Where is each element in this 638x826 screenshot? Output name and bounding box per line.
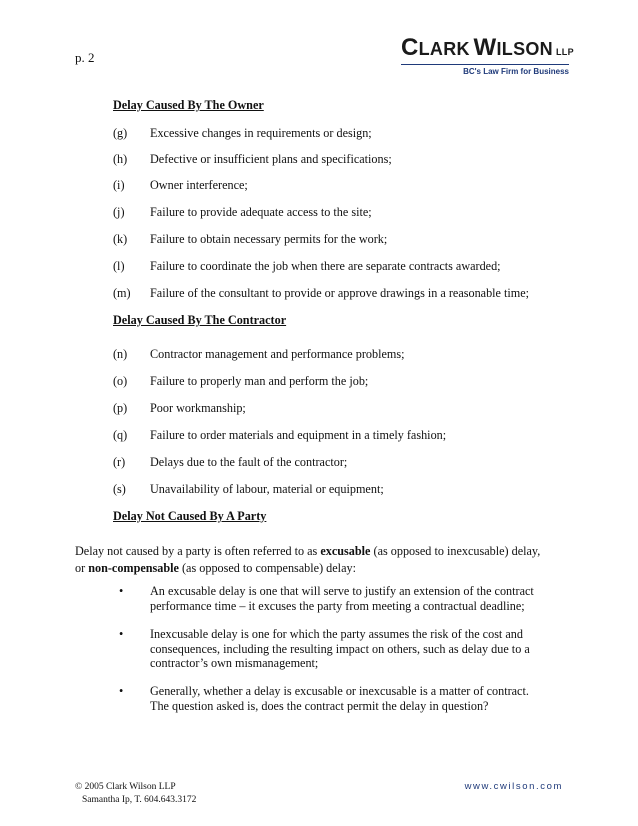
item-text: Unavailability of labour, material or equipment; [150,482,384,496]
footer-contact: Samantha Ip, T. 604.643.3172 [82,795,197,805]
bullet-text: An excusable delay is one that will serve to justify an extension of the contract performance time – it excuses the party from meeting a contractual deadline; [150,584,534,613]
bullet-icon: • [119,684,124,698]
item-letter: (s) [113,482,126,496]
item-letter: (o) [113,374,128,388]
footer-website-link[interactable]: www.cwilson.com [464,781,563,792]
item-text: Contractor management and performance problems; [150,347,405,361]
item-text: Delays due to the fault of the contractor; [150,455,348,469]
logo-tagline: BC's Law Firm for Business [463,67,569,76]
footer-copyright: © 2005 Clark Wilson LLP [75,782,176,792]
item-letter: (p) [113,401,128,415]
item-letter: (h) [113,152,128,166]
bullet-icon: • [119,627,124,641]
heading-contractor: Delay Caused By The Contractor [113,313,287,327]
item-text: Poor workmanship; [150,401,246,415]
term-excusable: excusable [320,544,371,558]
bullet-text: Generally, whether a delay is excusable or inexcusable is a matter of contract. The question asked is, does the contract permit the delay in question? [150,684,529,713]
page-number: p. 2 [75,50,95,65]
heading-owner: Delay Caused By The Owner [113,98,264,112]
heading-no-party: Delay Not Caused By A Party [113,509,267,523]
intro-line-2: or non-compensable (as opposed to compensable) delay: [75,561,356,575]
item-letter: (g) [113,126,128,140]
footer-left [75,781,196,807]
logo-wordmark: CLARK WILSON LLP [401,34,574,61]
item-letter: (i) [113,178,125,192]
bullet-text: Inexcusable delay is one for which the party assumes the risk of the cost and consequences, including the resulting impact on others, such as delay due to a contractor’s own mismanagement; [150,627,530,670]
term-non-compensable: non-compensable [88,561,179,575]
intro-line-1: Delay not caused by a party is often referred to as excusable (as opposed to inexcusable) delay, [75,544,541,558]
item-text: Failure to coordinate the job when there are separate contracts awarded; [150,259,501,273]
item-text: Owner interference; [150,178,248,192]
item-letter: (l) [113,259,125,273]
item-text: Failure to properly man and perform the job; [150,374,369,388]
item-text: Failure to obtain necessary permits for the work; [150,232,388,246]
item-text: Defective or insufficient plans and specifications; [150,152,392,166]
intro-paragraph [75,543,540,577]
item-text: Failure of the consultant to provide or approve drawings in a reasonable time; [150,286,530,300]
clark-wilson-logo [401,34,574,76]
logo-rule [401,64,569,65]
item-text: Failure to provide adequate access to the site; [150,205,372,219]
item-letter: (n) [113,347,128,361]
item-letter: (r) [113,455,126,469]
item-letter: (j) [113,205,125,219]
item-letter: (m) [113,286,131,300]
item-text: Failure to order materials and equipment in a timely fashion; [150,428,447,442]
item-letter: (k) [113,232,128,246]
item-letter: (q) [113,428,128,442]
item-text: Excessive changes in requirements or design; [150,126,372,140]
bullet-icon: • [119,584,124,598]
